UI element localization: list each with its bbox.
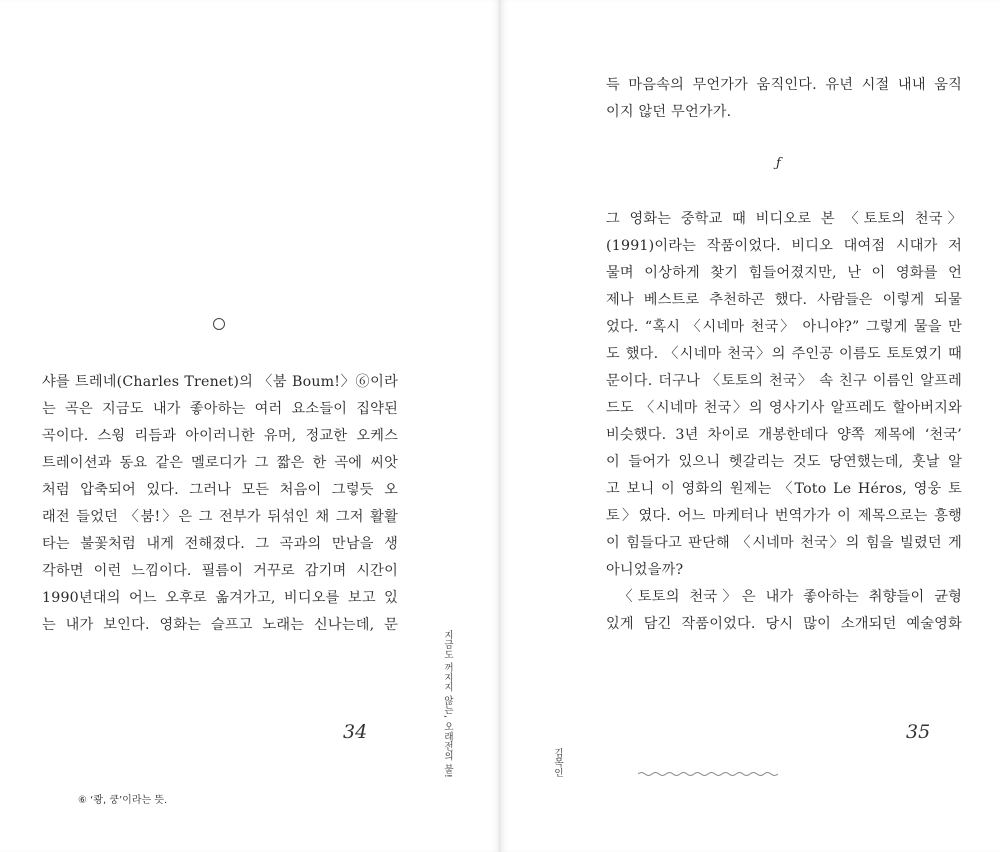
body-line: 고 보니 이 영화의 원제는 〈Toto Le Héros, 영웅 토 <box>606 481 962 497</box>
body-line: 었다. “혹시 〈시네마 천국〉 아니야?” 그렇게 물을 만 <box>606 319 962 335</box>
body-line: 곡이다. 스윙 리듬과 아이러니한 유머, 정교한 오케스 <box>42 428 398 444</box>
section-circle-icon <box>213 318 225 330</box>
body-line: 그 영화는 중학교 때 비디오로 본 〈토토의 천국〉 <box>606 211 962 227</box>
body-line: 는 내가 보인다. 영화는 슬프고 노래는 신나는데, 문 <box>42 617 398 633</box>
footnote: ⑥ ‘쾅, 쿵’이라는 뜻. <box>78 795 168 806</box>
body-line: (1991)이라는 작품이었다. 비디오 대여점 시대가 저 <box>606 238 962 254</box>
body-line: 〈토토의 천국〉은 내가 좋아하는 취향들이 균형 <box>606 589 962 605</box>
body-line: 물며 이상하게 찾기 힘들어졌지만, 난 이 영화를 언 <box>606 265 962 281</box>
body-line: 아니었을까? <box>606 562 684 578</box>
body-line: 도 했다. 〈시네마 천국〉의 주인공 이름도 토토였기 때 <box>606 346 962 362</box>
author-name: 김목인 <box>552 748 563 778</box>
body-line: 1990년대의 어느 오후로 옮겨가고, 비디오를 보고 있 <box>42 590 398 606</box>
body-line: 제나 베스트로 추천하곤 했다. 사람들은 이렇게 되물 <box>606 292 962 308</box>
body-line: 토〉였다. 어느 마케터나 번역가가 이 제목으로는 흥행 <box>606 508 962 524</box>
body-line: 타는 불꽃처럼 내게 전해졌다. 그 곡과의 만남을 생 <box>42 536 398 552</box>
body-line: 이 힘들다고 판단해 〈시네마 천국〉의 힘을 빌렸던 게 <box>606 535 962 551</box>
body-line: 처럼 압축되어 있다. 그러나 모든 처음이 그렇듯 오 <box>42 482 398 498</box>
right-page <box>500 0 1000 852</box>
page-number: 34 <box>343 721 368 743</box>
body-line: 샤를 트레네(Charles Trenet)의 〈붐 Boum!〉⑥이라 <box>42 374 398 390</box>
page-number: 35 <box>906 721 931 743</box>
body-line: 이 들어가 있으니 헷갈리는 것도 당연했는데, 훗날 알 <box>606 454 962 470</box>
section-mark: ƒ <box>776 156 781 171</box>
body-line: 있게 담긴 작품이었다. 당시 많이 소개되던 예술영화 <box>606 616 962 632</box>
body-line: 각하면 이런 느낌이다. 필름이 거꾸로 감기며 시간이 <box>42 563 398 579</box>
body-line: 래전 들었던 〈붐!〉은 그 전부가 뒤섞인 채 그저 활활 <box>42 509 398 525</box>
body-line: 트레이션과 동요 같은 멜로디가 그 짧은 한 곡에 씨앗 <box>42 455 398 471</box>
body-line: 문이다. 더구나 〈토토의 천국〉 속 친구 이름인 알프레 <box>606 373 962 389</box>
body-line: 드도 〈시네마 천국〉의 영사기사 알프레도 할아버지와 <box>606 400 962 416</box>
body-line: 는 곡은 지금도 내가 좋아하는 여러 요소들이 집약된 <box>42 401 398 417</box>
body-line: 비슷했다. 3년 차이로 개봉한데다 양쪽 제목에 ‘천국’ <box>606 427 962 443</box>
running-title: 지금도 꺼지지 않는, 오래전의 불! <box>442 630 453 779</box>
body-line: 득 마음속의 무언가가 움직인다. 유년 시절 내내 움직 <box>606 77 962 93</box>
wavy-ornament-icon <box>638 770 778 778</box>
body-line: 이지 않던 무언가가. <box>606 104 732 120</box>
